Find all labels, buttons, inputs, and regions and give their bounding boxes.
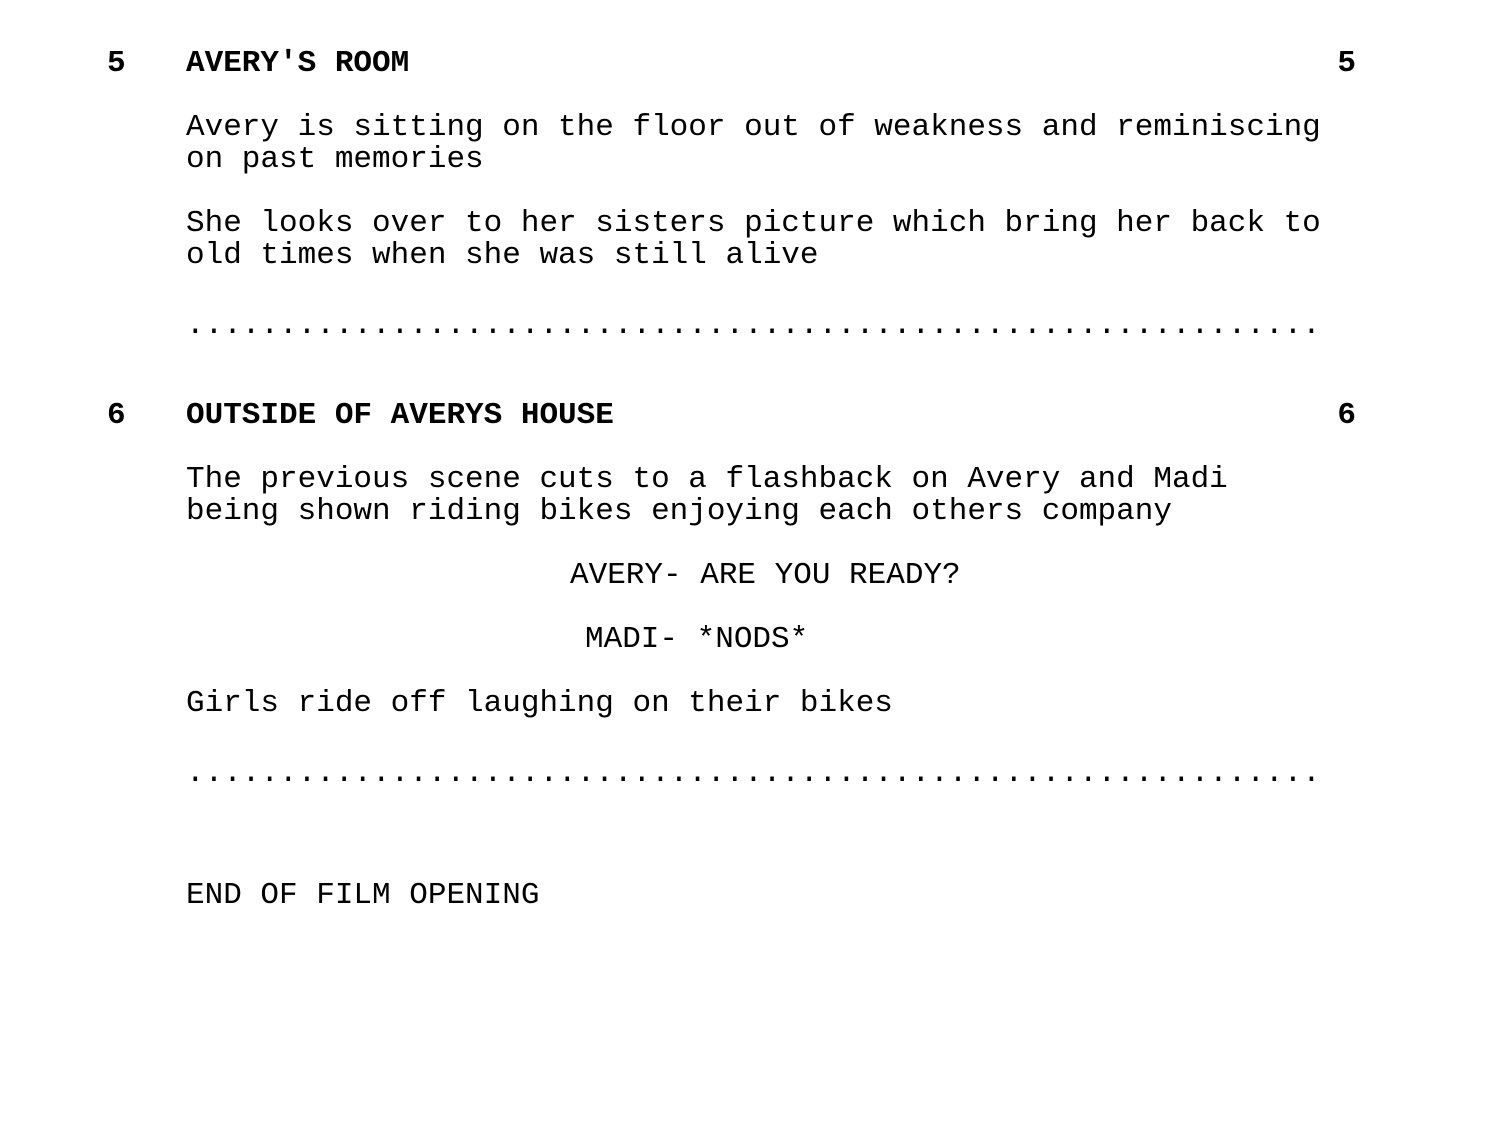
dialogue-line: AVERY- ARE YOU READY? [570,558,961,593]
scene-heading-6 [0,400,1486,432]
action-paragraph: The previous scene cuts to a flashback on Avery and Madi being shown riding bikes enjoying each others company [186,462,1228,529]
scene-title: AVERY'S ROOM [186,46,410,81]
scene-separator: ............................................................. [186,758,1321,790]
action-paragraph: She looks over to her sisters picture which bring her back to old times when she was still alive [186,206,1321,273]
scene-heading-5 [0,48,1486,80]
end-note: END OF FILM OPENING [186,878,540,913]
action-paragraph: Girls ride off laughing on their bikes [186,686,893,721]
scene-separator: ............................................................. [186,310,1321,342]
scene-title: OUTSIDE OF AVERYS HOUSE [186,398,614,433]
action-paragraph: Avery is sitting on the floor out of weakness and reminiscing on past memories [186,110,1321,177]
scene-number-right: 5 [1337,46,1356,81]
scene-number-left: 6 [107,398,126,433]
scene-number-right: 6 [1337,398,1356,433]
dialogue-line: MADI- *NODS* [585,622,809,657]
scene-number-left: 5 [107,46,126,81]
